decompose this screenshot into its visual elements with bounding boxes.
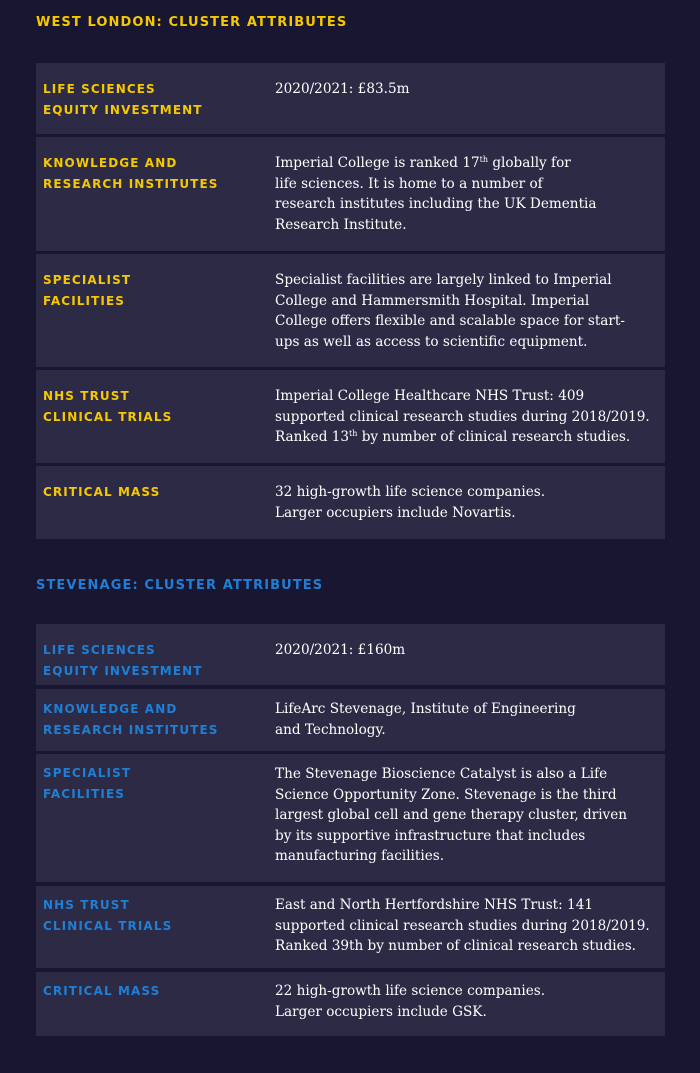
row-value: 2020/2021: £160m (275, 642, 406, 658)
row-value: LifeArc Stevenage, Institute of Engineering and Technology. (275, 701, 576, 738)
row-value: 22 high-growth life science companies. Larger occupiers include GSK. (275, 983, 546, 1020)
row-label: NHS TRUST CLINICAL TRIALS (43, 389, 173, 424)
row-value: 2020/2021: £83.5m (275, 81, 410, 97)
row-label: CRITICAL MASS (43, 485, 161, 499)
west-london-title: WEST LONDON: CLUSTER ATTRIBUTES (36, 15, 348, 30)
row-label: LIFE SCIENCES EQUITY INVESTMENT (43, 82, 203, 117)
ordinal-suffix: th (349, 429, 358, 438)
row-label: KNOWLEDGE AND RESEARCH INSTITUTES (43, 702, 219, 737)
row-label: KNOWLEDGE AND RESEARCH INSTITUTES (43, 156, 219, 191)
row-label: SPECIALIST FACILITIES (43, 766, 132, 801)
table-row (36, 63, 665, 134)
table-row (36, 689, 665, 751)
row-label: LIFE SCIENCES EQUITY INVESTMENT (43, 643, 203, 678)
row-value-text: Imperial College is ranked 17 (275, 155, 480, 171)
table-row (36, 370, 665, 463)
table-row (36, 624, 665, 685)
table-row (36, 254, 665, 367)
stevenage-title: STEVENAGE: CLUSTER ATTRIBUTES (36, 578, 324, 593)
row-value-text: Imperial College Healthcare NHS Trust: 409 supported clinical research studies during 2018/2019. Ranked 13 (275, 388, 650, 445)
row-value: The Stevenage Bioscience Catalyst is also a Life Science Opportunity Zone. Stevenage is the third largest global cell and gene therapy cluster, driven by its supportive infrastructure that includes manufacturing facilities. (275, 766, 628, 864)
table-row (36, 466, 665, 539)
row-value-text: globally for life sciences. It is home to a number of research institutes including the UK Dementia Research Institute. (275, 155, 597, 233)
row-label: NHS TRUST CLINICAL TRIALS (43, 898, 173, 933)
table-row (36, 754, 665, 882)
row-value (275, 153, 663, 235)
table-row (36, 972, 665, 1036)
ordinal-suffix: th (479, 155, 488, 164)
table-row (36, 137, 665, 251)
row-value: 32 high-growth life science companies. Larger occupiers include Novartis. (275, 484, 546, 521)
table-row (36, 886, 665, 968)
row-value (275, 386, 663, 448)
row-value-text: by number of clinical research studies. (357, 429, 631, 445)
row-value: East and North Hertfordshire NHS Trust: 141 supported clinical research studies during 2018/2019. Ranked 39th by number of clinical research studies. (275, 897, 650, 954)
row-label: SPECIALIST FACILITIES (43, 273, 132, 308)
row-value: Specialist facilities are largely linked to Imperial College and Hammersmith Hospital. Imperial College offers flexible and scalable space for start- ups as well as access to scientific equipment. (275, 272, 625, 350)
row-label: CRITICAL MASS (43, 984, 161, 998)
